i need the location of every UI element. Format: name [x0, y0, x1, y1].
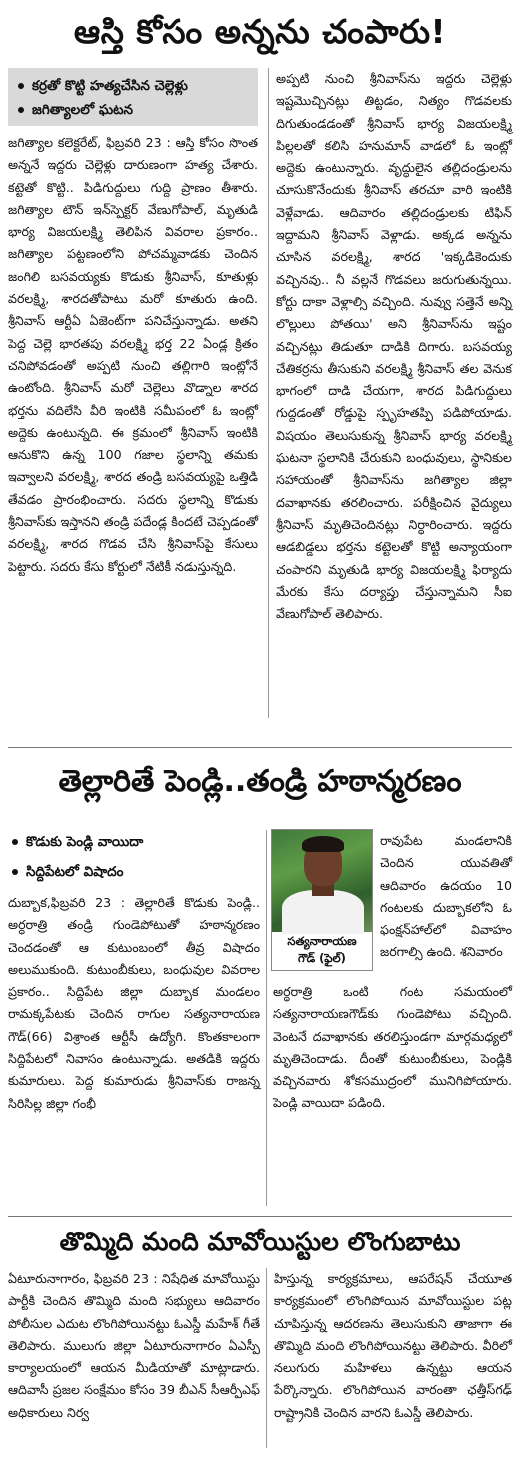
- story1-body-right: అప్పటి నుంచి శ్రీనివాస్‌ను ఇద్దరు చెల్లెళ్లు ఇష్టమొచ్చినట్లు తిట్టడం, నిత్యం గొడవలకు దిగుతుండడంతో శ్రీనివాస్ భార్య విజయలక్ష్మి పిల్లలతో కలిసి హనుమాన్ వాడలో ఓ ఇంట్లో అద్దెకు ఉంటున్నారు. వృద్ధులైన తల్లిదండ్రులను చూసుకొనేందుకు శ్రీనివాస్ తరచూ వారి ఇంటికి వెళ్లేవాడు. ఆదివారం తల్లిదండ్రులకు టిఫిన్ ఇద్దామని శ్రీనివాస్ వెళ్లాడు. అక్కడ అన్నను చూసిన వరలక్ష్మి, శారద 'ఇక్కడికెందుకు వచ్చినవు.. నీ వల్లనే గొడవలు జరుగుతున్నయి. కోర్టు దాకా వెళ్లాల్సి వచ్చింది. నువ్వు సత్తెనే అన్ని లొల్లులు పోతయి' అని శ్రీనివాస్‌ను ఇష్టం వచ్చినట్లు తిడుతూ దాడికి దిగారు. బసవయ్య చేతికర్రను తీసుకుని వరలక్ష్మి శ్రీనివాస్ తల వెనుక భాగంలో దాడి చేయగా, శారద పిడిగుద్దులు గుద్దడంతో రోడ్డుపై స్పృహతప్పి పడిపోయాడు. విషయం తెలుసుకున్న శ్రీనివాస్ భార్య వరలక్ష్మి ఘటనా స్థలానికి చేరుకుని బంధువులు, స్థానికుల సహాయంతో శ్రీనివాస్‌ను జగిత్యాల జిల్లా దవాఖానకు తరలించారు. పరీక్షించిన వైద్యులు శ్రీనివాస్ మృతిచెందినట్లు నిర్ధారించారు. ఇద్దరు ఆడబిడ్డలు భర్తను కట్టెలతో కొట్టి అన్యాయంగా చంపారని మృతుడి భార్య విజయలక్ష్మి ఫిర్యాదు మేరకు కేసు దర్యాప్తు చేస్తున్నామని సీఐ వేణుగోపాల్ తెలిపారు.: [276, 71, 512, 622]
- story3-left-column: [8, 1268, 260, 1424]
- newspaper-page: [8, 6, 512, 1452]
- story2-headline: తెల్లారితే పెండ్లి..తండ్రి హఠాన్మరణం: [58, 764, 462, 799]
- column-divider: [266, 830, 267, 1206]
- story3-body-right: హిస్తున్న కార్యక్రమాలు, ఆపరేషన్ చేయూత కార్యక్రమంలో లొంగిపోయిన మావోయిస్టుల పట్ల చూపిస్తున్న ఆదరణను తెలుసుకుని తాజాగా ఈ తొమ్మిది మంది లొంగిపోయినట్టు తెలిపారు. వీరిలో నలుగురు మహిళలు ఉన్నట్టు ఆయన పేర్కొన్నారు. లొంగిపోయిన వారంతా ఛత్తీస్‌గఢ్ రాష్ట్రానికి చెందిన వారని ఓఎస్డీ తెలిపారు.: [274, 1271, 512, 1420]
- story3-right-column: [274, 1268, 512, 1424]
- section-divider: [8, 747, 512, 748]
- photo-caption-line: సత్యనారాయణ: [287, 934, 357, 948]
- story2-bullet-item: [8, 830, 260, 854]
- story2-bullet-box: [8, 830, 260, 884]
- portrait-image: [272, 830, 373, 932]
- story2-right-bottom-column: [273, 981, 512, 1115]
- story1-bullet-text: కర్రతో కొట్టి హత్యచేసిన చెల్లెళ్లు: [32, 78, 188, 94]
- story2-body-right-bottom: అర్ధరాత్రి ఒంటి గంట సమయంలో సత్యనారాయణగౌడ్‌కు గుండెపోటు వచ్చింది. వెంటనే దవాఖానకు తరలిస్తుండగా మార్గమధ్యలో మృతిచెందాడు. దీంతో కుటుంబీకులు, పెండ్లికి వచ్చినవారు శోకసముద్రంలో మునిగిపోయారు. పెండ్లి వాయిదా పడింది.: [273, 984, 512, 1111]
- photo-caption-line: గౌడ్ (ఫైల్): [298, 951, 346, 965]
- story2-bullet-text: సిద్దిపేటలో విషాదం: [26, 864, 124, 880]
- story2-bullet-text: కొడుకు పెండ్లి వాయిదా: [26, 834, 144, 850]
- story1-bullet-item: [14, 74, 252, 98]
- column-divider: [266, 1268, 267, 1448]
- story1-bullet-text: జగిత్యాలలో ఘటన: [32, 102, 134, 118]
- story2-left-column: [8, 830, 260, 1115]
- story3-body-left: ఏటూరునాగారం, ఫిబ్రవరి 23 : నిషేధిత మావోయిస్టు పార్టీకి చెందిన తొమ్మిది మంది సభ్యులు ఆదివారం పోలీసుల ఎదుట లొంగిపోయినట్టు ఓఎస్డీ మహేశ్ గీతే తెలిపారు. ములుగు జిల్లా ఏటూరునాగారం ఏఎస్పీ కార్యాలయంలో ఆయన మీడియాతో మాట్లాడారు. ఆదివాసీ ప్రజల సంక్షేమం కోసం 39 బీఎన్ సీఆర్పీఎఫ్ అధికారులు నిర్వ: [8, 1271, 260, 1420]
- column-divider: [268, 68, 269, 718]
- bullet-dot-icon: [12, 839, 18, 845]
- bullet-dot-icon: [18, 107, 24, 113]
- story1-body-left: జగిత్యాల కలెక్టరేట్, ఫిబ్రవరి 23 : ఆస్తి కోసం సొంత అన్ననే ఇద్దరు చెల్లెళ్లు దారుణంగా హత్య చేశారు. కట్టెతో కొట్టి.. పిడిగుద్దులు గుద్ది ప్రాణం తీశారు. జగిత్యాల టౌన్ ఇన్‌స్పెక్టర్ వేణుగోపాల్, మృతుడి భార్య విజయలక్ష్మి తెలిపిన వివరాల ప్రకారం.. జగిత్యాల పట్టణంలోని పోచమ్మవాడకు చెందిన జంగిలి బసవయ్యకు కొడుకు శ్రీనివాస్, కూతుళ్లు వరలక్ష్మి, శారదతోపాటు మరో కూతురు ఉంది. శ్రీనివాస్ ఆర్టీఏ ఏజెంట్‌గా పనిచేస్తున్నాడు. అతని పెద్ద చెల్లె భారతపు వరలక్ష్మి భర్త 22 ఏండ్ల క్రితం చనిపోవడంతో అప్పటి నుంచి తల్లిగారి ఇంట్లోనే ఉంటోంది. శ్రీనివాస్ మరో చెల్లెలు వొడ్నాల శారద భర్తను వదిలేసి వీరి ఇంటికి సమీపంలో ఓ ఇంట్లో అద్దెకు ఉంటున్నది. ఈ క్రమంలో శ్రీనివాస్ ఇంటికి ఆనుకొని ఉన్న 100 గజాల స్థలాన్ని తమకు ఇవ్వాలని వరలక్ష్మి, శారద తండ్రి బసవయ్యపై ఒత్తిడి తేవడం ప్రారంభించారు. సదరు స్థలాన్ని కొడుకు శ్రీనివాస్‌కు ఇస్తానని తండ్రి పదేండ్ల కిందటే చెప్పడంతో వరలక్ష్మి, శారద గొడవ చేసి శ్రీనివాస్‌పై కేసులు పెట్టారు. సదరు కేసు కోర్టులో నేటికీ నడుస్తున్నది.: [8, 135, 258, 574]
- section-divider: [8, 1216, 512, 1217]
- story2-right-top-column: [380, 830, 512, 964]
- story2-body-left: దుబ్బాక,ఫిబ్రవరి 23 : తెల్లారితే కొడుకు పెండ్లి.. అర్ధరాత్రి తండ్రి గుండెపోటుతో హఠాన్మరణం చెందడంతో ఆ కుటుంబంలో తీవ్ర విషాదం అలుముకుంది. కుటుంబీకులు, బంధువుల వివరాల ప్రకారం.. సిద్దిపేట జిల్లా దుబ్బాక మండలం రామక్కపేటకు చెందిన రాగుల సత్యనారాయణ గౌడ్(66) విశ్రాంత ఆర్టీసీ ఉద్యోగి. కొంతకాలంగా సిద్దిపేటలో నివాసం ఉంటున్నాడు. అతడికి ఇద్దరు కుమారులు. పెద్ద కుమారుడు శ్రీనివాస్‌కు రాజన్న సిరిసిల్ల జిల్లా గంభీ: [8, 895, 260, 1111]
- story3-headline: తొమ్మిది మంది మావోయిస్టుల లొంగుబాటు: [59, 1227, 461, 1256]
- story1-left-column: [8, 68, 258, 578]
- story1-headline: ఆస్తి కోసం అన్నను చంపారు!: [73, 12, 447, 51]
- story2-bullet-item: [8, 860, 260, 884]
- person-photo: [271, 829, 373, 971]
- story2-body-right-top: రావుపేట మండలానికి చెందిన యువతితో ఆదివారం ఉదయం 10 గంటలకు దుబ్బాకలోని ఓ ఫంక్షన్‌హాల్‌లో వివాహం జరగాల్సి ఉంది. శనివారం: [380, 833, 512, 960]
- bullet-dot-icon: [12, 869, 18, 875]
- bullet-dot-icon: [18, 83, 24, 89]
- story1-right-column: [276, 68, 512, 625]
- story1-bullet-item: [14, 98, 252, 122]
- story1-bullet-box: [8, 68, 258, 126]
- photo-caption: [272, 933, 372, 967]
